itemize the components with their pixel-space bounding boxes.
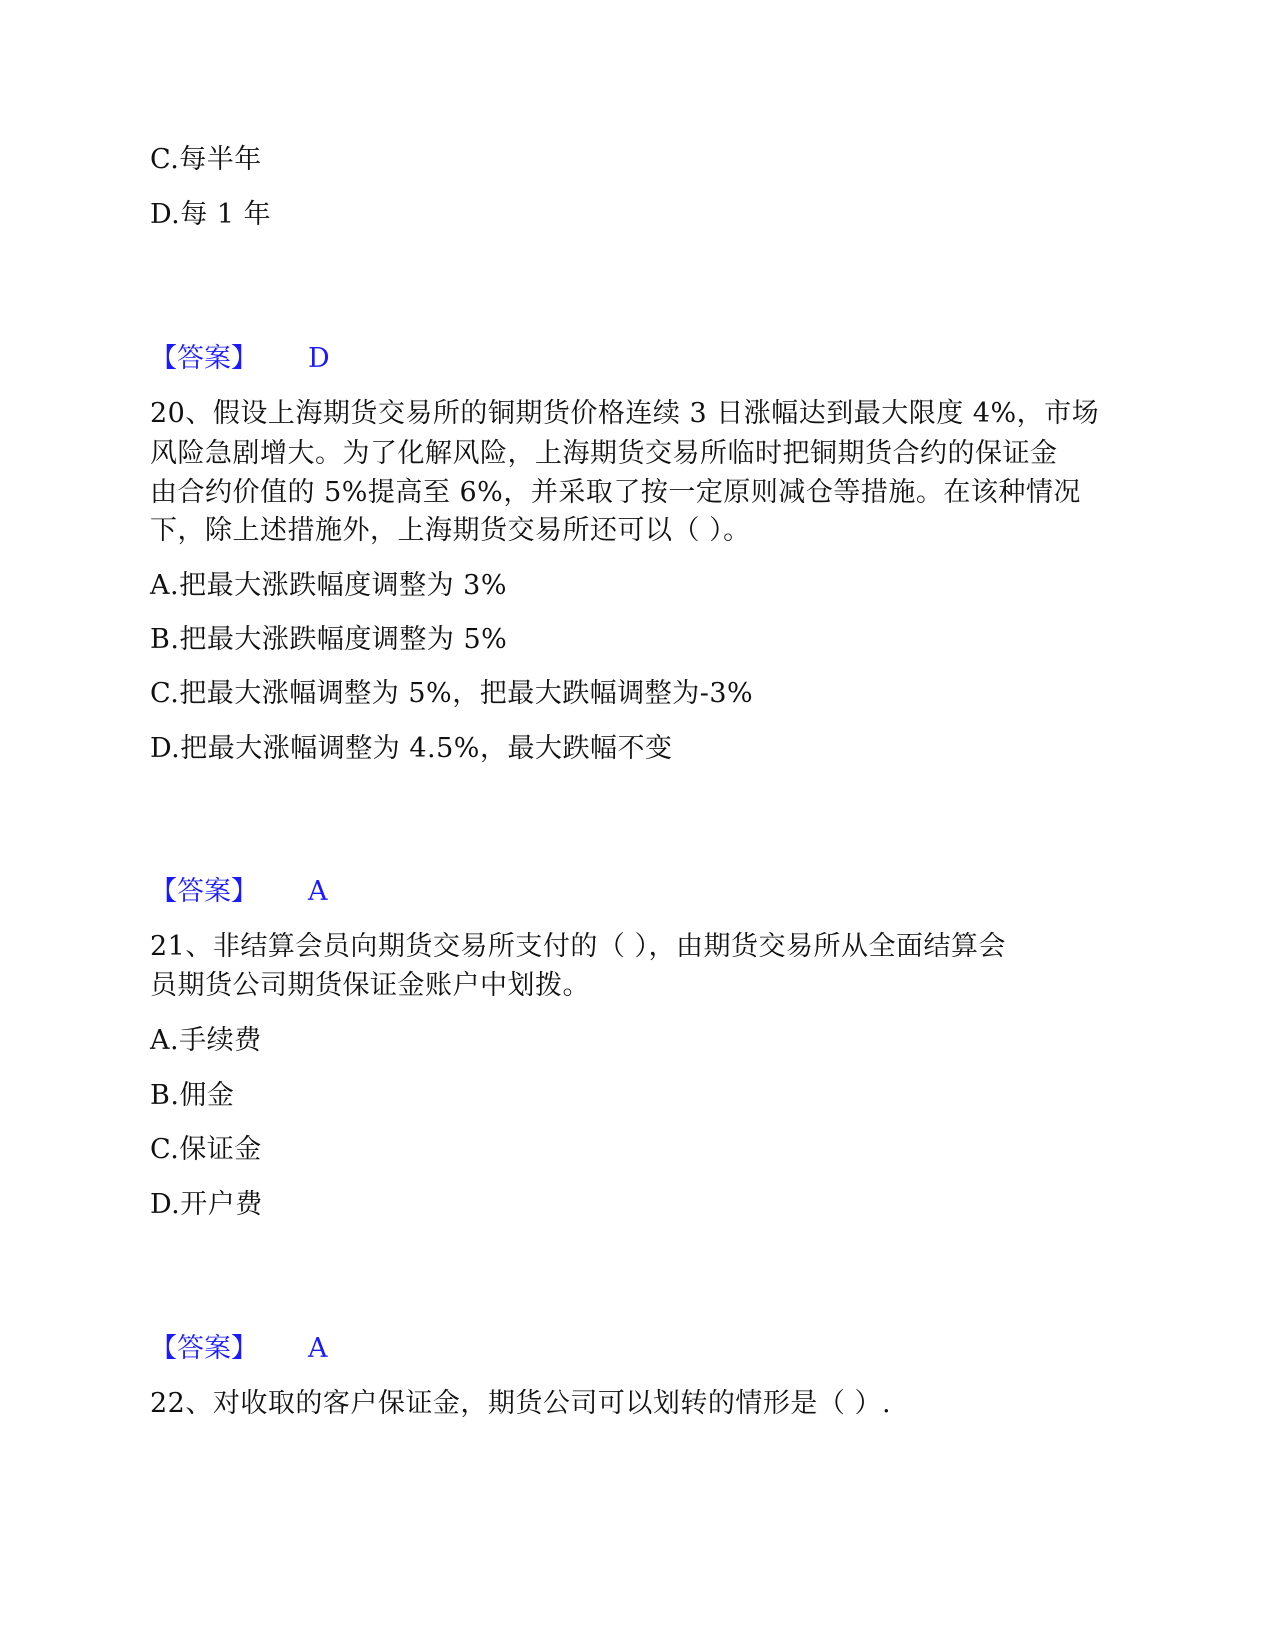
answer-label: 【答案】 (150, 1333, 258, 1364)
q19-option-d: D.每 1 年 (150, 199, 272, 230)
q20-stem-line-4: 下，除上述措施外，上海期货交易所还可以（ ）。 (150, 515, 751, 546)
q20-option-c: C.把最大涨幅调整为 5%，把最大跌幅调整为-3% (150, 678, 754, 709)
answer-19 (150, 339, 330, 379)
answer-value: A (308, 1333, 328, 1364)
q19-option-c: C.每半年 (150, 144, 262, 175)
answer-label: 【答案】 (150, 343, 258, 374)
q21-option-d: D.开户费 (150, 1189, 263, 1220)
answer-value: D (308, 343, 330, 374)
q21-option-a: A.手续费 (150, 1025, 262, 1056)
answer-label: 【答案】 (150, 876, 258, 907)
q21-stem-line-1: 21、非结算会员向期货交易所支付的（ ），由期货交易所从全面结算会 (150, 931, 1006, 962)
q22-stem-line-1: 22、对收取的客户保证金，期货公司可以划转的情形是（ ）. (150, 1388, 892, 1419)
answer-value: A (308, 876, 328, 907)
answer-21 (150, 1329, 328, 1369)
q21-stem-line-2: 员期货公司期货保证金账户中划拨。 (150, 970, 590, 1001)
q21-option-c: C.保证金 (150, 1134, 262, 1165)
q20-option-b: B.把最大涨跌幅度调整为 5% (150, 624, 508, 655)
answer-20 (150, 872, 328, 912)
q20-option-a: A.把最大涨跌幅度调整为 3% (150, 570, 507, 601)
q20-stem-line-2: 风险急剧增大。为了化解风险，上海期货交易所临时把铜期货合约的保证金 (150, 438, 1058, 469)
q20-stem-line-1: 20、假设上海期货交易所的铜期货价格连续 3 日涨幅达到最大限度 4%，市场 (150, 398, 1100, 429)
q20-stem-line-3: 由合约价值的 5%提高至 6%，并采取了按一定原则减仓等措施。在该种情况 (150, 477, 1081, 508)
q21-option-b: B.佣金 (150, 1080, 235, 1111)
q20-option-d: D.把最大涨幅调整为 4.5%，最大跌幅不变 (150, 733, 673, 764)
